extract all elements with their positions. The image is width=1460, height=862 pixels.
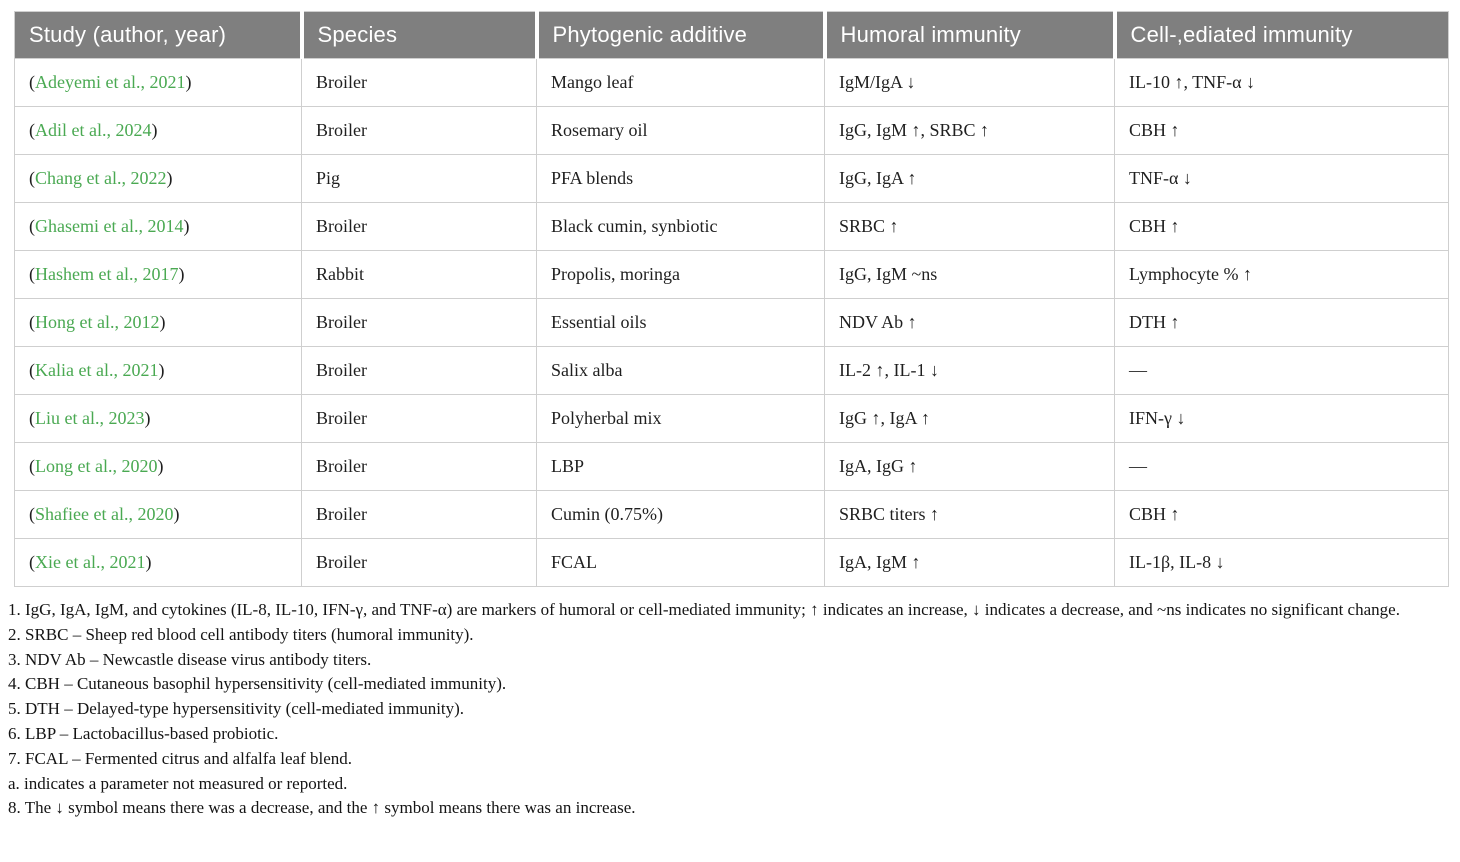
citation-link[interactable]: Chang et al., 2022 xyxy=(35,168,167,188)
cell-cell-mediated: IL-1β, IL-8 ↓ xyxy=(1115,539,1449,587)
paren-close: ) xyxy=(183,216,190,236)
paren-close: ) xyxy=(178,264,185,284)
cell-study xyxy=(15,299,302,347)
cell-species: Broiler xyxy=(302,539,537,587)
cell-study xyxy=(15,491,302,539)
cell-study xyxy=(15,251,302,299)
paren-close: ) xyxy=(145,552,152,572)
table-row xyxy=(15,347,1449,395)
cell-study xyxy=(15,395,302,443)
cell-species: Pig xyxy=(302,155,537,203)
paren-close: ) xyxy=(173,504,180,524)
cell-additive: Cumin (0.75%) xyxy=(537,491,825,539)
citation-link[interactable]: Ghasemi et al., 2014 xyxy=(35,216,184,236)
header-row xyxy=(15,12,1449,59)
cell-humoral: IgG, IgM ~ns xyxy=(825,251,1115,299)
immunity-table xyxy=(14,11,1449,587)
table-row xyxy=(15,155,1449,203)
paren-open: ( xyxy=(29,504,35,524)
table-row xyxy=(15,395,1449,443)
cell-additive: Salix alba xyxy=(537,347,825,395)
cell-humoral: SRBC titers ↑ xyxy=(825,491,1115,539)
paren-open: ( xyxy=(29,312,35,332)
footnote-line: 1. IgG, IgA, IgM, and cytokines (IL-8, IL-10, IFN-γ, and TNF-α) are markers of humoral or cell-mediated immunity; ↑ indicates an increase, ↓ indicates a decrease, and ~ns indicates no significant change. xyxy=(8,600,1400,619)
paren-open: ( xyxy=(29,216,35,236)
cell-study xyxy=(15,107,302,155)
paren-open: ( xyxy=(29,456,35,476)
page xyxy=(0,11,1460,862)
paren-open: ( xyxy=(29,360,35,380)
paren-open: ( xyxy=(29,168,35,188)
footnote-line: 6. LBP – Lactobacillus-based probiotic. xyxy=(8,723,279,743)
cell-species: Broiler xyxy=(302,299,537,347)
paren-open: ( xyxy=(29,72,35,92)
paren-close: ) xyxy=(158,360,165,380)
cell-humoral: IgM/IgA ↓ xyxy=(825,59,1115,107)
table-body xyxy=(15,59,1449,587)
table-row xyxy=(15,443,1449,491)
cell-cell-mediated: — xyxy=(1115,443,1449,491)
paren-close: ) xyxy=(185,72,192,92)
cell-study xyxy=(15,59,302,107)
footnote-line: 5. DTH – Delayed-type hypersensitivity (cell-mediated immunity). xyxy=(8,699,465,719)
cell-species: Broiler xyxy=(302,491,537,539)
citation-link[interactable]: Adil et al., 2024 xyxy=(35,120,152,140)
cell-additive: LBP xyxy=(537,443,825,491)
citation-link[interactable]: Hashem et al., 2017 xyxy=(35,264,179,284)
cell-species: Broiler xyxy=(302,59,537,107)
citation-link[interactable]: Long et al., 2020 xyxy=(35,456,158,476)
paren-open: ( xyxy=(29,120,35,140)
cell-study xyxy=(15,203,302,251)
table-row xyxy=(15,251,1449,299)
cell-species: Broiler xyxy=(302,443,537,491)
paren-close: ) xyxy=(159,312,166,332)
citation-link[interactable]: Adeyemi et al., 2021 xyxy=(35,72,186,92)
column-header-study: Study (author, year) xyxy=(15,12,302,59)
cell-cell-mediated: — xyxy=(1115,347,1449,395)
citation-link[interactable]: Hong et al., 2012 xyxy=(35,312,160,332)
table-row xyxy=(15,107,1449,155)
column-header-cell: Cell-,ediated immunity xyxy=(1115,12,1449,59)
cell-study xyxy=(15,347,302,395)
cell-additive: Propolis, moringa xyxy=(537,251,825,299)
cell-humoral: IgA, IgM ↑ xyxy=(825,539,1115,587)
cell-humoral: IgG ↑, IgA ↑ xyxy=(825,395,1115,443)
cell-cell-mediated: Lymphocyte % ↑ xyxy=(1115,251,1449,299)
paren-open: ( xyxy=(29,552,35,572)
citation-link[interactable]: Kalia et al., 2021 xyxy=(35,360,159,380)
citation-link[interactable]: Liu et al., 2023 xyxy=(35,408,145,428)
citation-link[interactable]: Xie et al., 2021 xyxy=(35,552,146,572)
cell-cell-mediated: IL-10 ↑, TNF-α ↓ xyxy=(1115,59,1449,107)
cell-study xyxy=(15,539,302,587)
cell-additive: Polyherbal mix xyxy=(537,395,825,443)
table-row xyxy=(15,59,1449,107)
cell-species: Broiler xyxy=(302,395,537,443)
cell-humoral: SRBC ↑ xyxy=(825,203,1115,251)
cell-cell-mediated: CBH ↑ xyxy=(1115,107,1449,155)
cell-cell-mediated: TNF-α ↓ xyxy=(1115,155,1449,203)
citation-link[interactable]: Shafiee et al., 2020 xyxy=(35,504,174,524)
paren-close: ) xyxy=(144,408,151,428)
footnote-line: 4. CBH – Cutaneous basophil hypersensitivity (cell-mediated immunity). xyxy=(8,674,507,694)
cell-humoral: IgG, IgA ↑ xyxy=(825,155,1115,203)
cell-cell-mediated: IFN-γ ↓ xyxy=(1115,395,1449,443)
cell-humoral: IgG, IgM ↑, SRBC ↑ xyxy=(825,107,1115,155)
paren-open: ( xyxy=(29,264,35,284)
table-row xyxy=(15,203,1449,251)
column-header-additive: Phytogenic additive xyxy=(537,12,825,59)
footnote-line: 3. NDV Ab – Newcastle disease virus antibody titers. xyxy=(8,649,372,669)
paren-open: ( xyxy=(29,408,35,428)
cell-additive: FCAL xyxy=(537,539,825,587)
cell-species: Broiler xyxy=(302,347,537,395)
table-row xyxy=(15,299,1449,347)
footnote-line: 7. FCAL – Fermented citrus and alfalfa leaf blend. xyxy=(8,748,352,768)
cell-cell-mediated: CBH ↑ xyxy=(1115,491,1449,539)
cell-humoral: NDV Ab ↑ xyxy=(825,299,1115,347)
footnotes xyxy=(8,598,1452,821)
table-header xyxy=(15,12,1449,59)
paren-close: ) xyxy=(157,456,164,476)
cell-humoral: IL-2 ↑, IL-1 ↓ xyxy=(825,347,1115,395)
footnote-line: a. indicates a parameter not measured or reported. xyxy=(8,773,348,793)
cell-species: Broiler xyxy=(302,107,537,155)
paren-close: ) xyxy=(166,168,173,188)
cell-cell-mediated: DTH ↑ xyxy=(1115,299,1449,347)
paren-close: ) xyxy=(151,120,158,140)
cell-species: Broiler xyxy=(302,203,537,251)
footnote-line: 2. SRBC – Sheep red blood cell antibody titers (humoral immunity). xyxy=(8,624,474,644)
cell-additive: Rosemary oil xyxy=(537,107,825,155)
cell-additive: Mango leaf xyxy=(537,59,825,107)
column-header-species: Species xyxy=(302,12,537,59)
cell-additive: Black cumin, synbiotic xyxy=(537,203,825,251)
cell-species: Rabbit xyxy=(302,251,537,299)
cell-cell-mediated: CBH ↑ xyxy=(1115,203,1449,251)
cell-additive: PFA blends xyxy=(537,155,825,203)
table-row xyxy=(15,539,1449,587)
cell-humoral: IgA, IgG ↑ xyxy=(825,443,1115,491)
cell-additive: Essential oils xyxy=(537,299,825,347)
footnote-line: 8. The ↓ symbol means there was a decrease, and the ↑ symbol means there was an increase. xyxy=(8,798,636,818)
cell-study xyxy=(15,443,302,491)
cell-study xyxy=(15,155,302,203)
immunity-table-container xyxy=(14,11,1448,587)
table-row xyxy=(15,491,1449,539)
column-header-humoral: Humoral immunity xyxy=(825,12,1115,59)
